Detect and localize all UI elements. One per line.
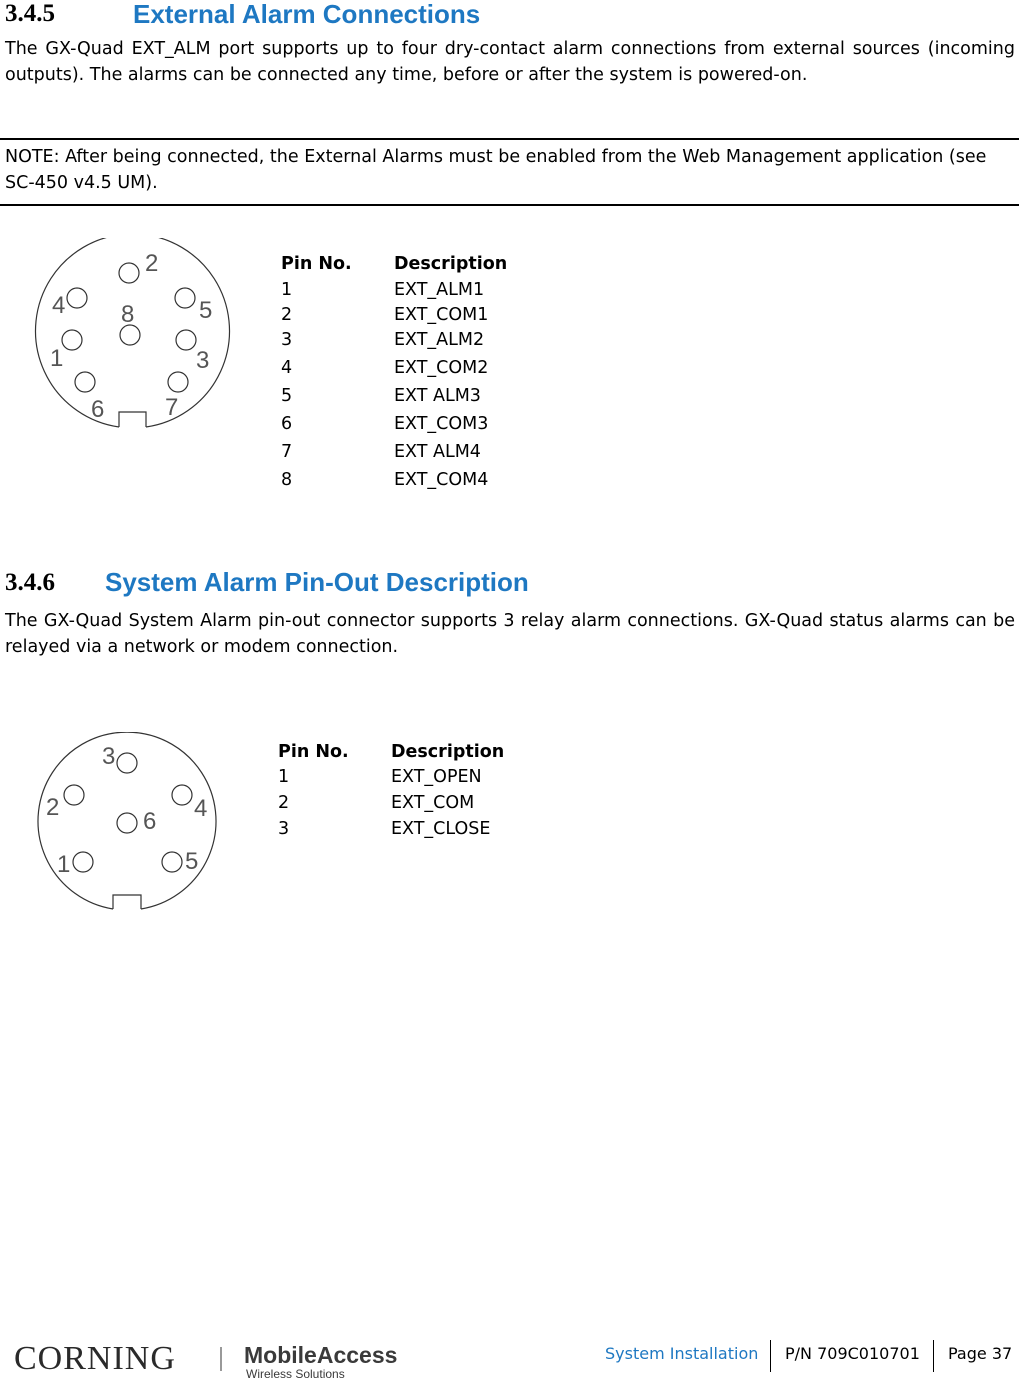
footer-divider [770, 1340, 771, 1372]
table-cell-pin: 2 [281, 305, 293, 325]
table-cell-description: EXT_OPEN [391, 767, 482, 787]
table-cell-pin: 8 [281, 470, 293, 490]
pin-6-hole [75, 372, 95, 392]
footer-part-number: P/N 709C010701 [785, 1344, 920, 1363]
section-paragraph: The GX-Quad EXT_ALM port supports up to four dry-contact alarm connections from external sources (incoming outputs). The alarms can be connected any time, before or after the system is powered-on. [5, 39, 1015, 85]
section-title: System Alarm Pin-Out Description [105, 567, 529, 597]
pin-label: 4 [52, 292, 66, 319]
table-cell-pin: 3 [281, 330, 293, 350]
pin-label: 2 [145, 250, 159, 277]
corning-logo: CORNING [14, 1340, 176, 1377]
table-cell-description: EXT_CLOSE [391, 819, 491, 839]
pin-label: 3 [196, 347, 210, 374]
table-cell-description: EXT_COM [391, 793, 475, 813]
pin-label: 5 [199, 297, 213, 324]
section-title: External Alarm Connections [133, 0, 481, 29]
pin-4-hole [67, 288, 87, 308]
pin-3-hole [176, 330, 196, 350]
section-paragraph: The GX-Quad System Alarm pin-out connector supports 3 relay alarm connections. GX-Quad status alarms can be relayed via a network or modem connection. [5, 611, 1015, 657]
note-box [0, 138, 1019, 206]
mobileaccess-logo: MobileAccess [244, 1342, 398, 1368]
table-header-pin: Pin No. [278, 742, 349, 762]
table-cell-description: EXT_ALM1 [394, 280, 485, 300]
logo-divider [220, 1347, 222, 1371]
table-cell-description: EXT_COM1 [394, 305, 489, 325]
table-cell-description: EXT_COM3 [394, 414, 489, 434]
pin-3-hole [117, 753, 137, 773]
pin-label: 2 [46, 794, 60, 821]
pin-label: 4 [194, 795, 208, 822]
table-cell-description: EXT_ALM2 [394, 330, 485, 350]
table-cell-pin: 6 [281, 414, 293, 434]
section-number: 3.4.5 [5, 0, 55, 27]
table-cell-description: EXT_COM4 [394, 470, 489, 490]
table-cell-pin: 2 [278, 793, 290, 813]
footer-section: System Installation [605, 1344, 759, 1363]
mobileaccess-tagline: Wireless Solutions [246, 1367, 345, 1381]
table-cell-pin: 5 [281, 386, 293, 406]
pin-1-hole [73, 852, 93, 872]
pin-6-hole [117, 813, 137, 833]
connector-outline [38, 732, 216, 909]
table-header-description: Description [394, 254, 508, 274]
pin-2-hole [119, 263, 139, 283]
table-cell-pin: 4 [281, 358, 293, 378]
pin-label: 6 [143, 808, 157, 835]
table-header-pin: Pin No. [281, 254, 352, 274]
pin-1-hole [62, 330, 82, 350]
table-cell-pin: 1 [281, 280, 293, 300]
section-number: 3.4.6 [5, 569, 55, 596]
pin-7-hole [168, 372, 188, 392]
table-cell-description: EXT_COM2 [394, 358, 489, 378]
table-cell-description: EXT ALM3 [394, 386, 481, 406]
table-header-description: Description [391, 742, 505, 762]
pin-8-hole [120, 325, 140, 345]
connector-key [119, 412, 146, 427]
footer-divider [933, 1340, 934, 1372]
pin-label: 1 [50, 345, 64, 372]
footer-page-number: Page 37 [948, 1344, 1013, 1363]
pin-label: 6 [91, 396, 105, 423]
pin-label: 5 [185, 848, 199, 875]
pin-5-hole [162, 852, 182, 872]
pin-label: 3 [102, 743, 116, 770]
pin-label: 8 [121, 301, 135, 328]
pin-label: 1 [57, 851, 71, 878]
note-text: NOTE: After being connected, the External Alarms must be enabled from the Web Management application (see SC-450 v4.5 UM). [5, 147, 987, 193]
pin-5-hole [175, 288, 195, 308]
table-cell-pin: 7 [281, 442, 293, 462]
six-pin-connector-diagram [34, 732, 219, 917]
pin-4-hole [172, 785, 192, 805]
table-cell-pin: 1 [278, 767, 290, 787]
eight-pin-connector-diagram [30, 238, 235, 433]
table-cell-description: EXT ALM4 [394, 442, 481, 462]
connector-key [113, 895, 141, 909]
pin-2-hole [64, 785, 84, 805]
table-cell-pin: 3 [278, 819, 290, 839]
pin-label: 7 [165, 394, 179, 421]
